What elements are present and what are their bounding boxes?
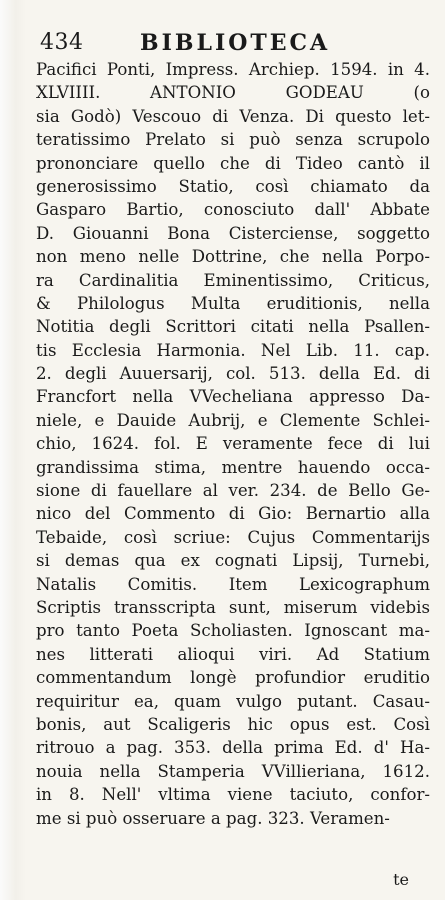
text-line: sia Godò) Vescouo di Venza. Di questo let- xyxy=(36,106,430,126)
text-line: chio, 1624. fol. E veramente fece di lui xyxy=(36,434,430,454)
text-line: Gasparo Bartio, conosciuto dall' Abbate xyxy=(36,200,430,220)
text-line: grandissima stima, mentre hauendo occa- xyxy=(36,457,430,477)
text-line: non meno nelle Dottrine, che nella Porpo- xyxy=(36,247,430,267)
text-line: Scriptis transscripta sunt, miserum videbis xyxy=(36,597,430,617)
text-line: Francfort nella VVecheliana appresso Da- xyxy=(36,387,430,407)
text-line: commentandum longè profundior eruditio xyxy=(36,668,430,688)
text-line: ritrouo a pag. 353. della prima Ed. d' Ha- xyxy=(36,738,430,758)
text-line: 2. degli Auuersarij, col. 513. della Ed. di xyxy=(36,364,430,384)
text-line: Tebaide, così scriue: Cujus Commentarijs xyxy=(36,527,430,547)
text-line: niele, e Dauide Aubrij, e Clemente Schlei- xyxy=(36,410,430,430)
text-line: ra Cardinalitia Eminentissimo, Criticus, xyxy=(36,270,430,290)
text-line: nouia nella Stamperia VVillieriana, 1612. xyxy=(36,761,430,781)
page-header xyxy=(40,30,440,58)
text-line: nico del Commento di Gio: Bernartio alla xyxy=(36,504,430,524)
text-line: bonis, aut Scaligeris hic opus est. Così xyxy=(36,714,430,734)
text-line: teratissimo Prelato si può senza scrupolo xyxy=(36,130,430,150)
text-line: Pacifici Ponti, Impress. Archiep. 1594. in 4. xyxy=(36,60,430,79)
text-line: D. Giouanni Bona Cisterciense, soggetto xyxy=(36,223,430,243)
text-line: prononciare quello che di Tideo cantò il xyxy=(36,153,430,173)
text-line: requiritur ea, quam vulgo putant. Casau- xyxy=(36,691,430,711)
text-line: nes litterati alioqui viri. Ad Statium xyxy=(36,644,430,664)
text-line: tis Ecclesia Harmonia. Nel Lib. 11. cap. xyxy=(36,340,430,360)
text-line: generosissimo Statio, così chiamato da xyxy=(36,176,430,196)
text-line: & Philologus Multa eruditionis, nella xyxy=(36,293,430,313)
body-text xyxy=(36,58,430,830)
text-line: Notitia degli Scrittori citati nella Psallen- xyxy=(36,317,430,337)
text-line: me si può osseruare a pag. 323. Veramen- xyxy=(36,808,390,828)
text-line: in 8. Nell' vltima viene taciuto, confor- xyxy=(36,785,430,805)
text-line: pro tanto Poeta Scholiasten. Ignoscant ma- xyxy=(36,621,430,641)
catchword: te xyxy=(393,870,409,889)
page-number: 434 xyxy=(40,30,84,55)
text-line: Natalis Comitis. Item Lexicographum xyxy=(36,574,430,594)
text-line: si demas qua ex cognati Lipsij, Turnebi, xyxy=(36,551,430,571)
running-head: BIBLIOTECA xyxy=(140,30,331,56)
text-line: sione di fauellare al ver. 234. de Bello Ge- xyxy=(36,481,430,501)
text-line: XLVIIII. ANTONIO GODEAU (o xyxy=(36,83,430,103)
